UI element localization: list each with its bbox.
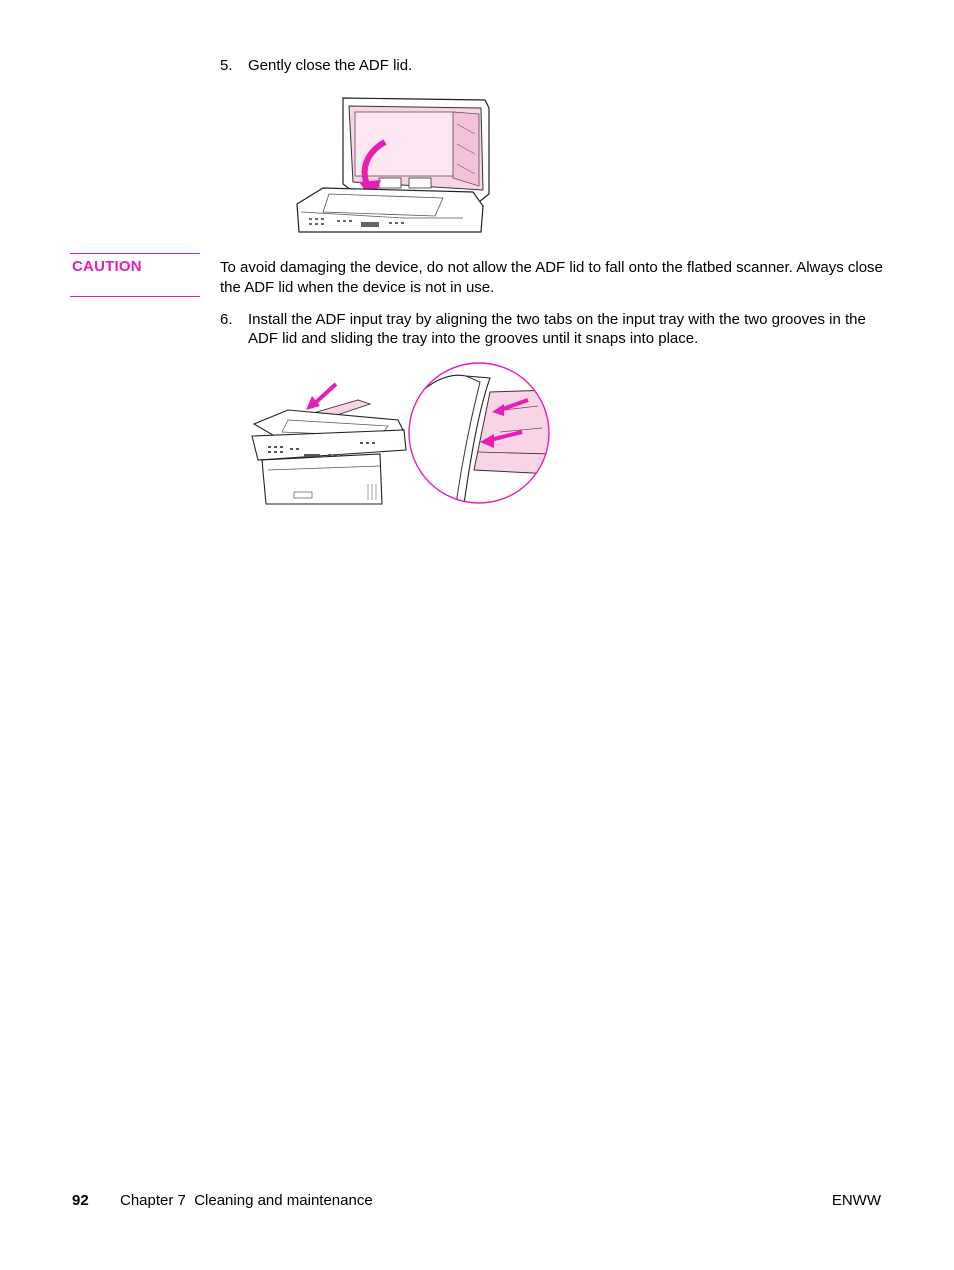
caution-bottom-rule [70,296,200,297]
step-text: Gently close the ADF lid. [248,57,413,74]
caution-top-rule [70,253,200,254]
caution-text: To avoid damaging the device, do not allow the ADF lid to fall onto the flatbed scanner. Always close the ADF lid when the device is not in use. [220,259,883,296]
page-number: 92 [72,1192,89,1209]
footer-code: ENWW [831,1192,881,1209]
step-text: Install the ADF input tray by aligning the two tabs on the input tray with the two grooves in the ADF lid and sliding the tray into the grooves until it snaps into place. [248,311,866,347]
footer-chapter: Chapter 7 Cleaning and maintenance [120,1192,373,1209]
step-number: 6. [220,311,233,328]
caution-label: CAUTION [72,258,142,275]
install-tray-device-illustration [248,380,408,504]
install-tray-detail-illustration [408,362,550,504]
close-adf-lid-illustration [293,94,493,232]
step-number: 5. [220,57,233,74]
